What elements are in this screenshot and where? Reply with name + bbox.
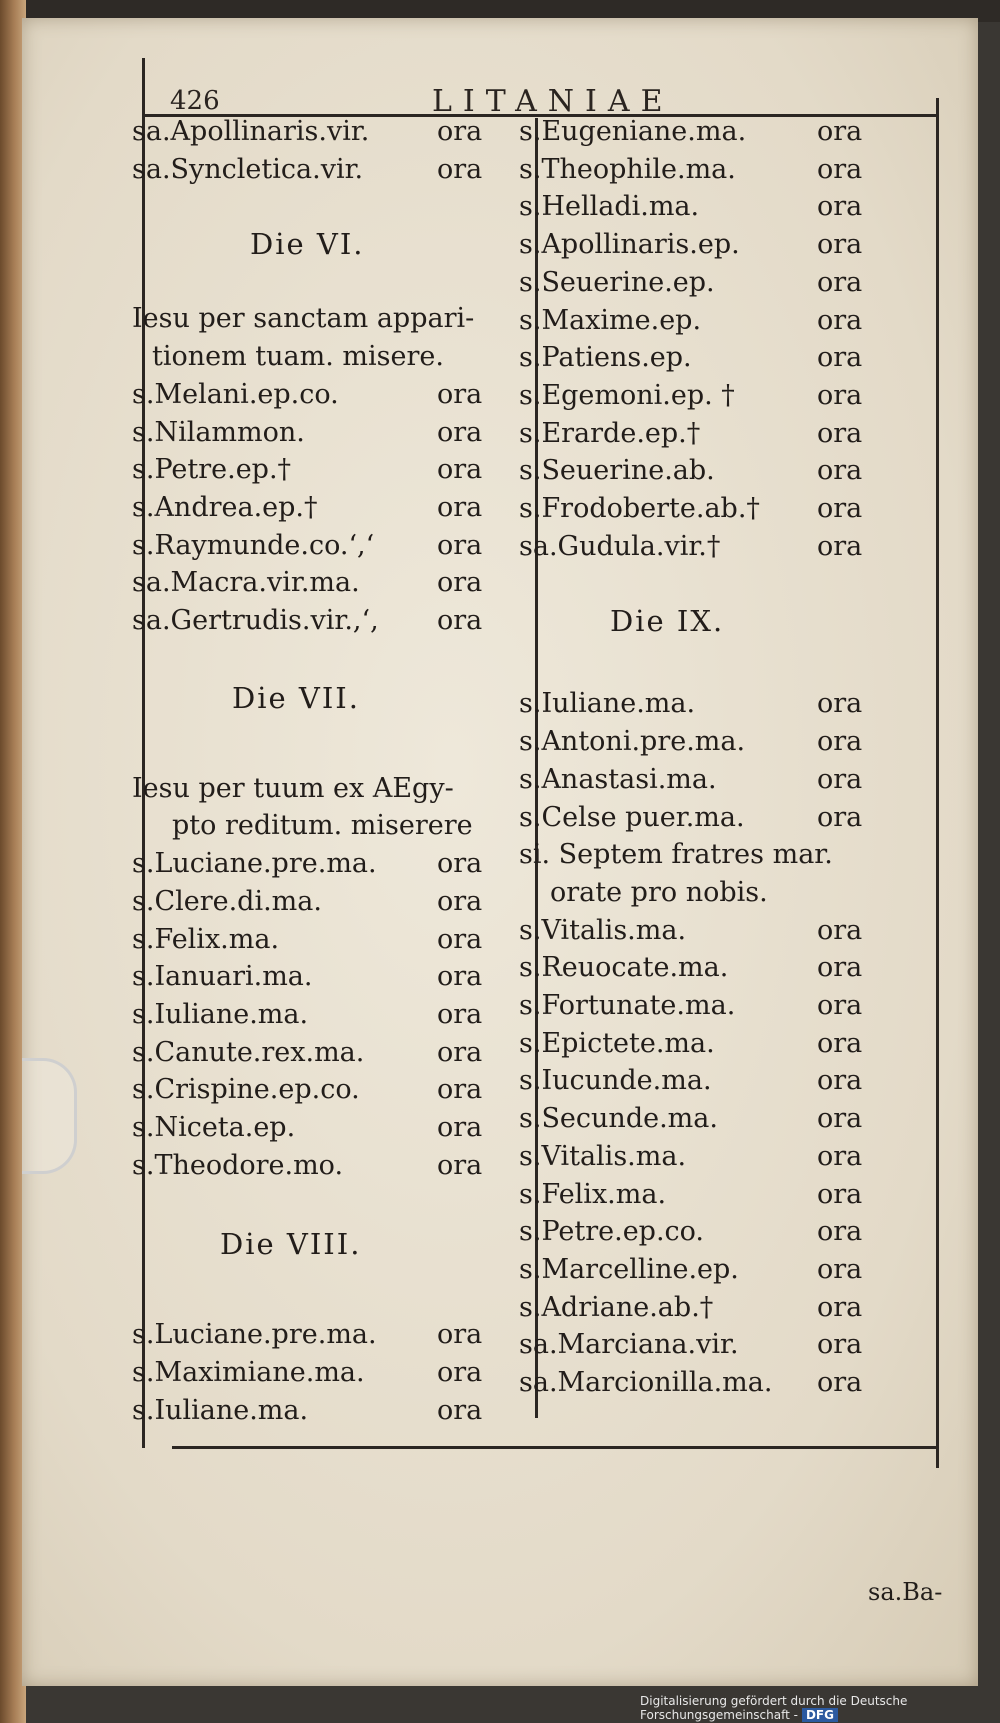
saint-name: s.Iuliane.ma.	[132, 998, 309, 1030]
list-item	[519, 531, 899, 569]
day-heading: Die IX.	[610, 604, 725, 639]
saint-name: s.Epictete.ma.	[519, 1027, 715, 1059]
dfg-logo: DFG	[802, 1708, 838, 1722]
response-ora: ora	[437, 961, 483, 993]
response-ora: ora	[437, 1112, 483, 1143]
saint-name: s.Iuliane.ma.	[519, 688, 696, 720]
saint-name: s.Antoni.pre.ma.	[519, 726, 746, 758]
saint-name: s.Theophile.ma.	[519, 153, 736, 185]
response-ora: ora	[817, 1027, 863, 1059]
list-item	[519, 493, 899, 531]
saint-name: s.Reuocate.ma.	[519, 952, 729, 984]
list-item	[132, 1037, 492, 1075]
response-ora: ora	[817, 1216, 863, 1248]
saint-name: s.Marcelline.ep.	[519, 1253, 739, 1285]
response-ora: ora	[817, 1329, 863, 1361]
response-ora: ora	[437, 1357, 483, 1389]
saint-name: s.Seuerine.ep.	[519, 266, 715, 298]
response-ora: ora	[817, 493, 863, 524]
saint-name: sa.Gertrudis.vir.,‘,	[132, 605, 379, 636]
page-number: 426	[170, 86, 220, 116]
response-ora: ora	[817, 266, 863, 298]
list-item	[132, 417, 492, 455]
saint-name: s.Apollinaris.ep.	[519, 229, 740, 261]
saint-name: s.Eugeniane.ma.	[519, 116, 747, 147]
saint-name: s.Patiens.ep.	[519, 342, 692, 374]
list-item	[519, 1179, 899, 1217]
saint-name: s.Seuerine.ab.	[519, 455, 715, 487]
response-ora: ora	[437, 1074, 483, 1106]
list-item	[519, 1216, 899, 1254]
response-ora: ora	[437, 848, 483, 880]
response-ora: ora	[817, 530, 863, 562]
saint-name: s.Crispine.ep.co.	[132, 1074, 360, 1106]
response-ora: ora	[437, 885, 483, 917]
list-item	[519, 764, 899, 802]
response-ora: ora	[437, 1394, 483, 1426]
septem-line: si. Septem fratres mar.	[519, 839, 833, 871]
response-ora: ora	[817, 229, 863, 261]
list-item	[132, 605, 492, 643]
list-item	[519, 229, 899, 267]
saint-name: s.Felix.ma.	[132, 923, 280, 955]
list-item	[132, 1319, 492, 1357]
saint-name: s.Helladi.ma.	[519, 191, 700, 223]
list-item	[519, 305, 899, 343]
catchword: sa.Ba-	[868, 1578, 943, 1606]
list-item	[519, 1065, 899, 1103]
saint-name: s.Anastasi.ma.	[519, 763, 717, 795]
response-ora: ora	[437, 153, 483, 185]
list-item	[132, 379, 492, 417]
invocation-line: Iesu per tuum ex AEgy-	[132, 772, 454, 804]
response-ora: ora	[817, 1253, 863, 1285]
response-ora: ora	[817, 455, 863, 487]
list-item	[519, 1367, 899, 1405]
response-ora: ora	[437, 378, 483, 410]
saint-name: s.Secunde.ma.	[519, 1103, 718, 1135]
response-ora: ora	[817, 116, 863, 147]
list-item	[132, 848, 492, 886]
right-frame-rule	[936, 98, 939, 1468]
saint-name: s.Felix.ma.	[519, 1178, 667, 1210]
list-item	[132, 886, 492, 924]
page-title: LITANIAE	[432, 84, 674, 119]
response-ora: ora	[817, 1291, 863, 1323]
saint-name: sa.Syncletica.vir.	[132, 153, 364, 185]
invocation-line: Iesu per sanctam appari-	[132, 303, 475, 335]
response-ora: ora	[437, 454, 483, 486]
response-ora: ora	[817, 952, 863, 984]
saint-name: s.Ianuari.ma.	[132, 961, 313, 993]
list-item	[132, 1074, 492, 1112]
list-item	[132, 1395, 492, 1433]
saint-name: s.Egemoni.ep. †	[519, 379, 735, 411]
response-ora: ora	[817, 153, 863, 185]
saint-name: sa.Apollinaris.vir.	[132, 116, 370, 147]
response-ora: ora	[817, 1140, 863, 1172]
response-ora: ora	[817, 1367, 863, 1398]
response-ora: ora	[437, 529, 483, 561]
list-item	[132, 154, 492, 192]
saint-name: s.Luciane.pre.ma.	[132, 1319, 377, 1351]
list-item	[132, 1112, 492, 1150]
list-item	[519, 1141, 899, 1179]
saint-name: s.Theodore.mo.	[132, 1149, 344, 1181]
saint-name: s.Petre.ep.co.	[519, 1216, 705, 1248]
response-ora: ora	[437, 116, 483, 147]
saint-name: s.Luciane.pre.ma.	[132, 848, 377, 880]
saint-name: sa.Gudula.vir.†	[519, 530, 721, 562]
list-item	[519, 726, 899, 764]
response-ora: ora	[817, 990, 863, 1021]
response-ora: ora	[817, 1103, 863, 1135]
saint-name: s.Raymunde.co.‘,‘	[132, 529, 375, 561]
response-ora: ora	[437, 1149, 483, 1181]
response-ora: ora	[817, 379, 863, 411]
bottom-rule	[172, 1446, 938, 1449]
list-item	[519, 267, 899, 305]
saint-name: s.Iuliane.ma.	[132, 1394, 309, 1426]
saint-name: s.Canute.rex.ma.	[132, 1036, 365, 1068]
list-item	[519, 191, 899, 229]
saint-name: s.Iucunde.ma.	[519, 1065, 712, 1097]
saint-name: s.Clere.di.ma.	[132, 885, 322, 917]
response-ora: ora	[437, 567, 483, 599]
response-ora: ora	[817, 688, 863, 720]
saint-name: s.Frodoberte.ab.†	[519, 493, 760, 524]
saint-name: s.Celse puer.ma.	[519, 801, 745, 833]
list-item	[519, 990, 899, 1028]
saint-name: s.Vitalis.ma.	[519, 1140, 687, 1172]
list-item	[132, 999, 492, 1037]
response-ora: ora	[817, 417, 863, 449]
saint-name: sa.Macra.vir.ma.	[132, 567, 360, 599]
response-ora: ora	[817, 191, 863, 223]
day-heading: Die VI.	[250, 227, 365, 262]
list-item	[519, 688, 899, 726]
list-item	[519, 915, 899, 953]
response-ora: ora	[817, 763, 863, 795]
list-item	[519, 342, 899, 380]
response-ora: ora	[437, 1036, 483, 1068]
septem-line: orate pro nobis.	[550, 876, 768, 908]
saint-name: s.Nilammon.	[132, 416, 305, 448]
saint-name: s.Vitalis.ma.	[519, 914, 687, 946]
day-heading: Die VII.	[232, 680, 360, 715]
credit-text: Digitalisierung gefördert durch die Deutsche Forschungsgemeinschaft -	[640, 1694, 908, 1722]
list-item	[132, 116, 492, 154]
saint-name: sa.Marciana.vir.	[519, 1329, 739, 1361]
saint-name: s.Petre.ep.†	[132, 454, 292, 486]
list-item	[132, 1357, 492, 1395]
day-heading: Die VIII.	[220, 1227, 362, 1262]
list-item	[519, 418, 899, 456]
list-item	[132, 961, 492, 999]
response-ora: ora	[437, 1319, 483, 1351]
saint-name: s.Melani.ep.co.	[132, 378, 339, 410]
response-ora: ora	[437, 923, 483, 955]
list-item	[132, 454, 492, 492]
response-ora: ora	[817, 726, 863, 758]
page-clip	[22, 1058, 77, 1174]
response-ora: ora	[817, 304, 863, 336]
invocation-line: tionem tuam. misere.	[152, 341, 444, 373]
list-item	[132, 530, 492, 568]
list-item	[519, 952, 899, 990]
response-ora: ora	[817, 1065, 863, 1097]
list-item	[132, 567, 492, 605]
response-ora: ora	[817, 342, 863, 374]
list-item	[519, 380, 899, 418]
list-item	[519, 802, 899, 840]
saint-name: s.Andrea.ep.†	[132, 491, 318, 523]
saint-name: s.Niceta.ep.	[132, 1112, 296, 1143]
invocation-line: pto reditum. miserere	[172, 810, 473, 842]
list-item	[519, 1254, 899, 1292]
list-item	[519, 116, 899, 154]
saint-name: s.Erarde.ep.†	[519, 417, 701, 449]
response-ora: ora	[437, 998, 483, 1030]
saint-name: sa.Marcionilla.ma.	[519, 1367, 773, 1398]
list-item	[519, 1028, 899, 1066]
list-item	[132, 924, 492, 962]
list-item	[519, 455, 899, 493]
list-item	[519, 1292, 899, 1330]
saint-name: s.Adriane.ab.†	[519, 1291, 714, 1323]
digitization-credit	[640, 1694, 985, 1722]
list-item	[519, 154, 899, 192]
saint-name: s.Maxime.ep.	[519, 304, 702, 336]
response-ora: ora	[437, 491, 483, 523]
book-page	[22, 18, 978, 1686]
saint-name: s.Fortunate.ma.	[519, 990, 736, 1021]
list-item	[132, 492, 492, 530]
response-ora: ora	[817, 801, 863, 833]
left-frame-rule	[142, 58, 145, 1448]
response-ora: ora	[437, 605, 483, 636]
response-ora: ora	[817, 914, 863, 946]
saint-name: s.Maximiane.ma.	[132, 1357, 365, 1389]
list-item	[519, 1103, 899, 1141]
list-item	[519, 1329, 899, 1367]
response-ora: ora	[437, 416, 483, 448]
response-ora: ora	[817, 1178, 863, 1210]
list-item	[132, 1150, 492, 1188]
